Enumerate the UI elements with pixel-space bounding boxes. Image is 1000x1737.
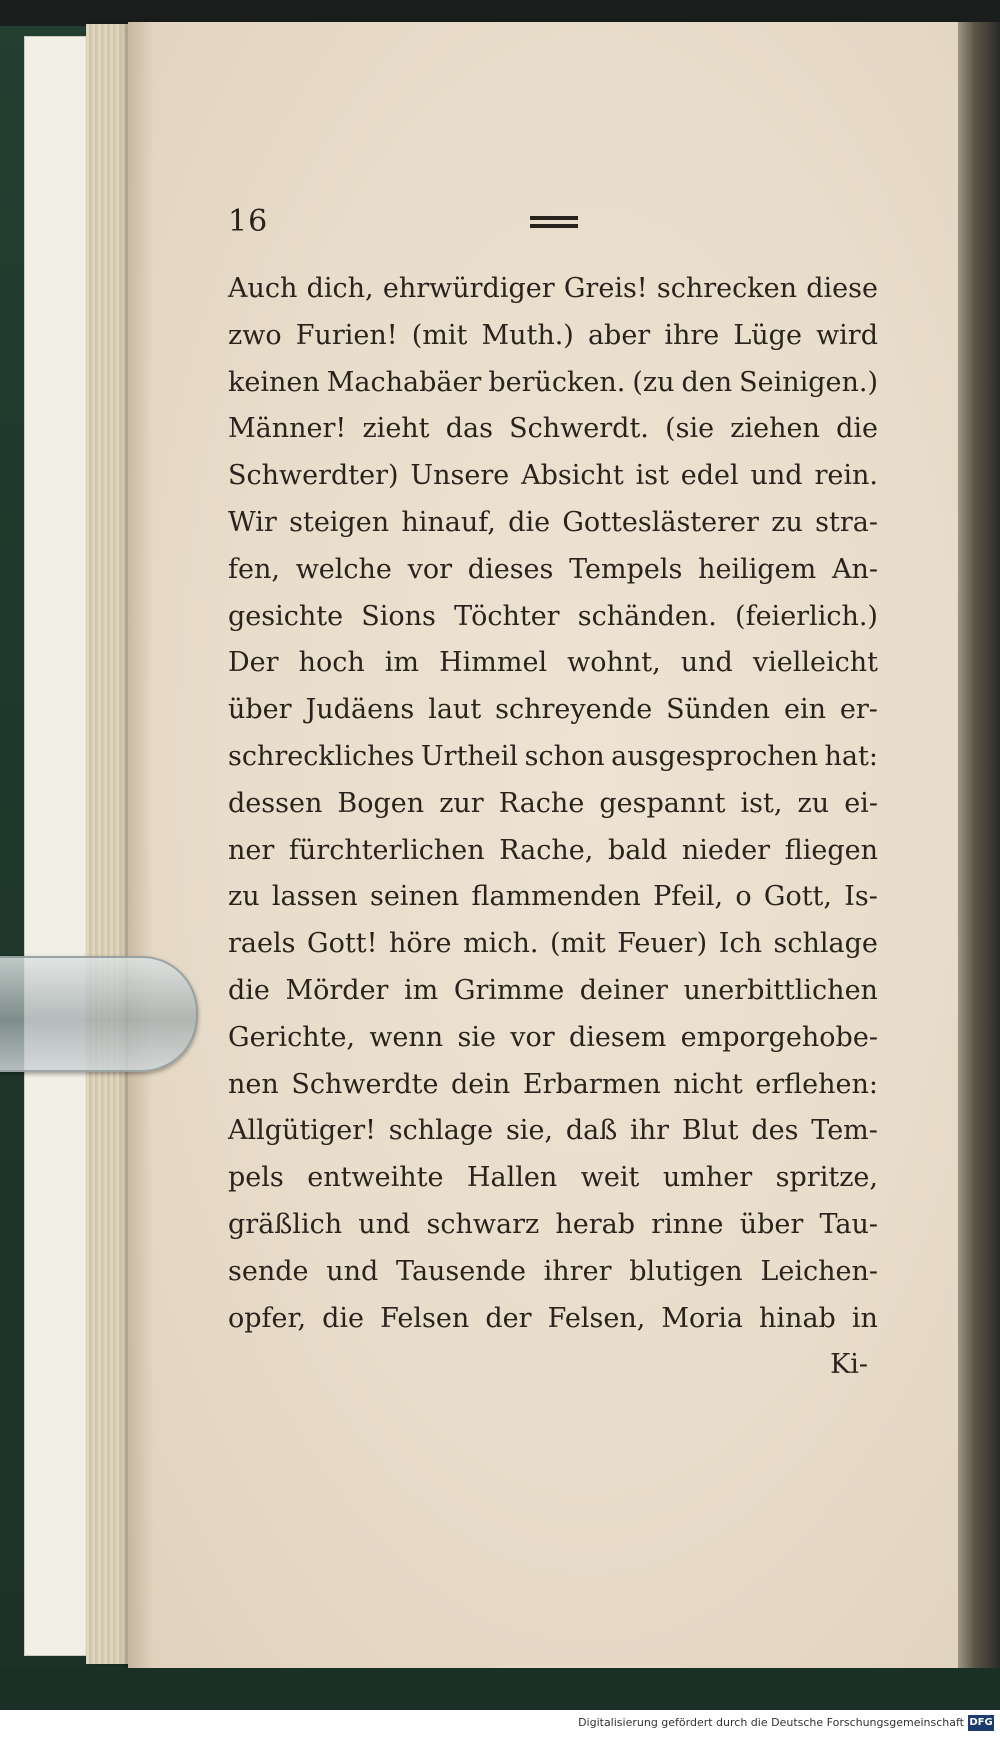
text-line: Auch dich, ehrwürdiger Greis! schrecken diese	[228, 273, 878, 304]
text-line: dessen Bogen zur Rache gespannt ist, zu ei-	[228, 787, 878, 819]
text-line: fen, welche vor dieses Tempels heiligem An-	[228, 553, 878, 585]
text-line: ner fürchterlichen Rache, bald nieder fliegen	[228, 834, 878, 866]
text-line: die Mörder im Grimme deiner unerbittlichen	[228, 974, 878, 1006]
text-line: Gerichte, wenn sie vor diesem emporgehobe-	[228, 1021, 878, 1053]
dfg-logo: DFG	[968, 1715, 994, 1731]
text-lines	[228, 266, 878, 1342]
text-line: Schwerdter) Unsere Absicht ist edel und rein.	[228, 460, 878, 492]
page-header	[228, 200, 878, 244]
book-binding	[958, 22, 1000, 1670]
page-text	[228, 200, 878, 1388]
text-line: keinen Machabäer berücken. (zu den Seinigen.)	[228, 366, 878, 398]
text-line: gesichte Sions Töchter schänden. (feierlich.)	[228, 600, 878, 632]
text-line: schreckliches Urtheil schon ausgesprochen hat:	[228, 740, 878, 772]
text-line: opfer, die Felsen der Felsen, Moria hinab in	[228, 1302, 878, 1334]
text-line: sende und Tausende ihrer blutigen Leichen-	[228, 1255, 878, 1287]
digitization-footer	[0, 1710, 1000, 1737]
text-line: raels Gott! höre mich. (mit Feuer) Ich schlage	[228, 928, 878, 960]
text-line: Männer! zieht das Schwerdt. (sie ziehen die	[228, 413, 878, 445]
text-line: Der hoch im Himmel wohnt, und vielleicht	[228, 647, 878, 679]
text-line: über Judäens laut schreyende Sünden ein er-	[228, 694, 878, 726]
text-line: Wir steigen hinauf, die Gotteslästerer zu stra-	[228, 506, 878, 538]
text-line: zwo Furien! (mit Muth.) aber ihre Lüge wird	[228, 319, 878, 351]
catchword: Ki-	[830, 1349, 868, 1381]
page-holder-clip	[0, 956, 198, 1072]
page-number: 16	[228, 204, 269, 239]
text-line: zu lassen seinen flammenden Pfeil, o Gott, Is-	[228, 881, 878, 913]
text-line: gräßlich und schwarz herab rinne über Tau-	[228, 1208, 878, 1240]
text-line: nen Schwerdte dein Erbarmen nicht erflehen:	[228, 1068, 878, 1100]
scanner-bottom-edge	[0, 1668, 1000, 1710]
text-line: pels entweihte Hallen weit umher spritze,	[228, 1162, 878, 1194]
funding-credit: Digitalisierung gefördert durch die Deutsche Forschungsgemeinschaft	[578, 1716, 964, 1729]
header-rule-ornament	[530, 216, 578, 230]
text-line: Allgütiger! schlage sie, daß ihr Blut des Tem-	[228, 1115, 878, 1147]
